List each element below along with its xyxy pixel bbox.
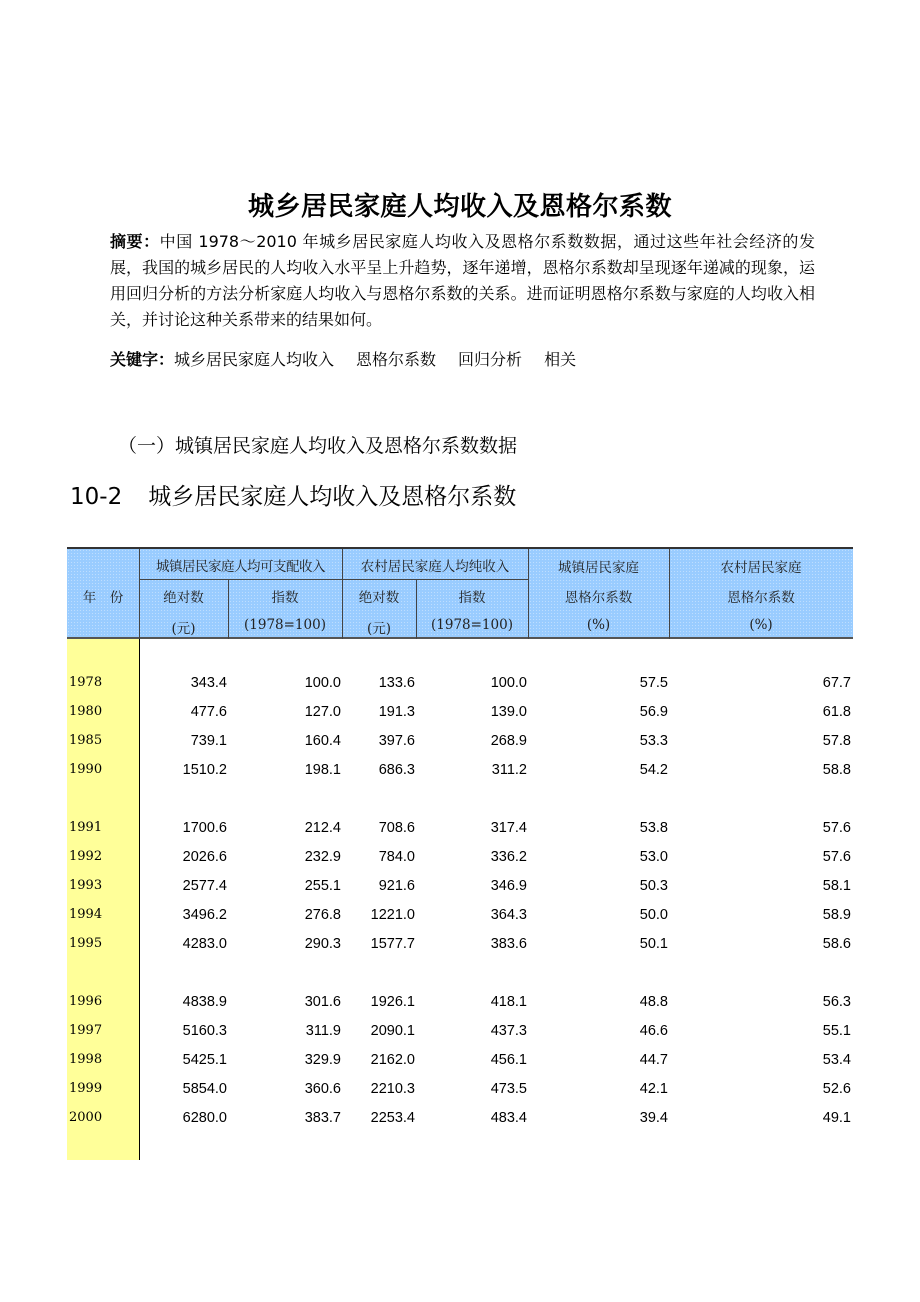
- table-row: [67, 757, 853, 786]
- cell-year: 1992: [69, 849, 103, 864]
- cell-rural-engel: 61.8: [822, 704, 851, 720]
- table-row: [67, 728, 853, 757]
- cell-rural-abs: 191.3: [378, 704, 415, 720]
- cell-urban-abs: 4283.0: [182, 936, 227, 952]
- cell-rural-engel: 58.9: [822, 907, 851, 923]
- cell-rural-index: 346.9: [490, 878, 527, 894]
- cell-rural-engel: 57.6: [822, 849, 851, 865]
- cell-urban-index: 311.9: [305, 1023, 341, 1039]
- cell-rural-index: 139.0: [490, 704, 527, 720]
- cell-year: 2000: [69, 1110, 103, 1125]
- cell-rural-index: 418.1: [490, 994, 527, 1010]
- cell-urban-engel: 57.5: [639, 675, 668, 691]
- section-heading: （一）城镇居民家庭人均收入及恩格尔系数数据: [118, 435, 518, 457]
- cell-rural-engel: 53.4: [822, 1052, 851, 1068]
- cell-urban-index: 301.6: [304, 994, 341, 1010]
- table-row: [67, 1105, 853, 1134]
- cell-rural-index: 364.3: [490, 907, 527, 923]
- cell-urban-engel: 56.9: [639, 704, 668, 720]
- cell-urban-engel: 44.7: [639, 1052, 668, 1068]
- table-row: [67, 902, 853, 931]
- header-year: 年 份: [82, 590, 124, 606]
- keywords-label: 关键字：: [110, 350, 175, 369]
- header-rural-index-unit: (1978=100): [431, 617, 513, 633]
- cell-year: 1996: [69, 994, 103, 1009]
- cell-urban-index: 290.3: [304, 936, 341, 952]
- table-row: [67, 1018, 853, 1047]
- cell-year: 1978: [69, 675, 103, 690]
- cell-urban-abs: 3496.2: [182, 907, 227, 923]
- cell-urban-abs: 4838.9: [182, 994, 227, 1010]
- cell-rural-index: 336.2: [490, 849, 527, 865]
- cell-rural-index: 311.2: [491, 762, 527, 778]
- table-row: [67, 1076, 853, 1105]
- keyword: 城乡居民家庭人均收入: [174, 350, 335, 369]
- cell-urban-engel: 50.3: [639, 878, 668, 894]
- header-urban-income: 城镇居民家庭人均可支配收入: [156, 559, 325, 575]
- cell-urban-abs: 5160.3: [182, 1023, 227, 1039]
- keywords: [110, 347, 576, 373]
- cell-urban-index: 198.1: [304, 762, 341, 778]
- header-urban-abs: 绝对数: [163, 590, 204, 606]
- header-urban-index-unit: (1978=100): [244, 617, 326, 633]
- cell-rural-index: 437.3: [490, 1023, 527, 1039]
- header-urban-engel-unit: (%): [586, 617, 611, 633]
- table-row: [67, 699, 853, 728]
- table-row: [67, 670, 853, 699]
- cell-rural-engel: 57.8: [822, 733, 851, 749]
- table-row: [67, 931, 853, 960]
- cell-urban-abs: 1700.6: [182, 820, 227, 836]
- cell-rural-engel: 56.3: [822, 994, 851, 1010]
- keyword: 恩格尔系数: [356, 350, 437, 369]
- cell-rural-abs: 397.6: [378, 733, 415, 749]
- cell-year: 1980: [69, 704, 103, 719]
- cell-urban-index: 127.0: [304, 704, 341, 720]
- cell-urban-index: 212.4: [304, 820, 341, 836]
- cell-urban-abs: 5854.0: [182, 1081, 227, 1097]
- cell-urban-engel: 53.8: [639, 820, 668, 836]
- header-urban-engel: 城镇居民家庭: [558, 560, 639, 576]
- table-number: 10-2: [70, 484, 123, 510]
- cell-year: 1995: [69, 936, 103, 951]
- header-rural-abs-unit: (元): [366, 621, 392, 637]
- cell-urban-index: 160.4: [304, 733, 341, 749]
- cell-urban-engel: 50.1: [639, 936, 668, 952]
- cell-urban-engel: 46.6: [639, 1023, 668, 1039]
- cell-rural-abs: 1926.1: [370, 994, 415, 1010]
- cell-urban-abs: 2577.4: [182, 878, 227, 894]
- abstract-label: 摘要：: [110, 232, 160, 251]
- table-header: [67, 547, 853, 639]
- cell-year: 1999: [69, 1081, 103, 1096]
- header-urban-engel-2: 恩格尔系数: [564, 590, 633, 606]
- cell-urban-abs: 1510.2: [182, 762, 227, 778]
- cell-urban-abs: 343.4: [190, 675, 227, 691]
- cell-rural-index: 473.5: [490, 1081, 527, 1097]
- cell-urban-index: 100.0: [304, 675, 341, 691]
- cell-urban-abs: 477.6: [190, 704, 227, 720]
- table-row: [67, 989, 853, 1018]
- cell-year: 1993: [69, 878, 103, 893]
- table-row: [67, 844, 853, 873]
- cell-rural-engel: 58.6: [822, 936, 851, 952]
- table-row: [67, 873, 853, 902]
- cell-urban-index: 276.8: [304, 907, 341, 923]
- cell-rural-abs: 2253.4: [370, 1110, 415, 1126]
- cell-rural-abs: 1577.7: [370, 936, 415, 952]
- cell-urban-engel: 42.1: [639, 1081, 668, 1097]
- cell-year: 1997: [69, 1023, 103, 1038]
- cell-rural-engel: 58.8: [822, 762, 851, 778]
- cell-rural-abs: 2210.3: [370, 1081, 415, 1097]
- cell-urban-engel: 48.8: [639, 994, 668, 1010]
- cell-rural-engel: 55.1: [822, 1023, 851, 1039]
- cell-urban-engel: 53.3: [639, 733, 668, 749]
- cell-rural-index: 483.4: [490, 1110, 527, 1126]
- cell-rural-abs: 784.0: [378, 849, 415, 865]
- keyword: 相关: [544, 350, 577, 369]
- cell-rural-index: 100.0: [490, 675, 527, 691]
- cell-rural-abs: 2090.1: [370, 1023, 415, 1039]
- header-urban-abs-unit: (元): [171, 621, 196, 637]
- cell-year: 1990: [69, 762, 103, 777]
- header-rural-engel: 农村居民家庭: [720, 560, 802, 576]
- cell-rural-abs: 708.6: [378, 820, 415, 836]
- cell-rural-index: 268.9: [490, 733, 527, 749]
- cell-urban-abs: 5425.1: [182, 1052, 227, 1068]
- header-rural-engel-2: 恩格尔系数: [727, 590, 795, 606]
- cell-rural-engel: 57.6: [822, 820, 851, 836]
- cell-urban-engel: 53.0: [639, 849, 668, 865]
- cell-urban-index: 383.7: [304, 1110, 341, 1126]
- keyword: 回归分析: [458, 350, 523, 369]
- cell-rural-index: 383.6: [490, 936, 527, 952]
- cell-urban-index: 329.9: [304, 1052, 341, 1068]
- header-divider: [139, 579, 528, 580]
- cell-urban-abs: 739.1: [190, 733, 227, 749]
- cell-rural-engel: 52.6: [822, 1081, 851, 1097]
- table-title-text: 城乡居民家庭人均收入及恩格尔系数: [148, 484, 517, 510]
- cell-rural-index: 456.1: [490, 1052, 527, 1068]
- abstract-text: 中国 1978～2010 年城乡居民家庭人均收入及恩格尔系数数据，通过这些年社会经济的发展，我国的城乡居民的人均收入水平呈上升趋势，逐年递增，恩格尔系数却呈现逐年递减的现象，运用回归分析的方法分析家庭人均收入与恩格尔系数的关系。进而证明恩格尔系数与家庭的人均收入相关，并讨论这种关系带来的结果如何。: [110, 232, 815, 329]
- cell-urban-index: 255.1: [304, 878, 341, 894]
- cell-urban-engel: 39.4: [639, 1110, 668, 1126]
- cell-rural-abs: 2162.0: [370, 1052, 415, 1068]
- cell-urban-engel: 50.0: [639, 907, 668, 923]
- cell-urban-index: 232.9: [304, 849, 341, 865]
- cell-rural-abs: 1221.0: [370, 907, 415, 923]
- cell-urban-abs: 6280.0: [182, 1110, 227, 1126]
- table-row: [67, 815, 853, 844]
- cell-rural-abs: 921.6: [378, 878, 415, 894]
- cell-year: 1994: [69, 907, 103, 922]
- cell-rural-engel: 49.1: [822, 1110, 851, 1126]
- cell-year: 1991: [69, 820, 103, 835]
- cell-rural-engel: 67.7: [822, 675, 851, 691]
- abstract: [110, 229, 815, 333]
- cell-year: 1985: [69, 733, 103, 748]
- cell-year: 1998: [69, 1052, 103, 1067]
- table-row: [67, 1047, 853, 1076]
- cell-rural-engel: 58.1: [822, 878, 851, 894]
- header-urban-index: 指数: [271, 590, 299, 606]
- cell-rural-abs: 133.6: [378, 675, 415, 691]
- header-rural-income: 农村居民家庭人均纯收入: [360, 559, 510, 575]
- header-rural-abs: 绝对数: [358, 590, 400, 606]
- document-title: 城乡居民家庭人均收入及恩格尔系数: [247, 192, 672, 222]
- table-title: [70, 478, 516, 511]
- header-rural-index: 指数: [458, 590, 486, 606]
- cell-urban-index: 360.6: [304, 1081, 341, 1097]
- cell-urban-abs: 2026.6: [182, 849, 227, 865]
- cell-rural-index: 317.4: [490, 820, 527, 836]
- cell-rural-abs: 686.3: [378, 762, 415, 778]
- header-rural-engel-unit: (%): [749, 617, 773, 633]
- cell-urban-engel: 54.2: [639, 762, 668, 778]
